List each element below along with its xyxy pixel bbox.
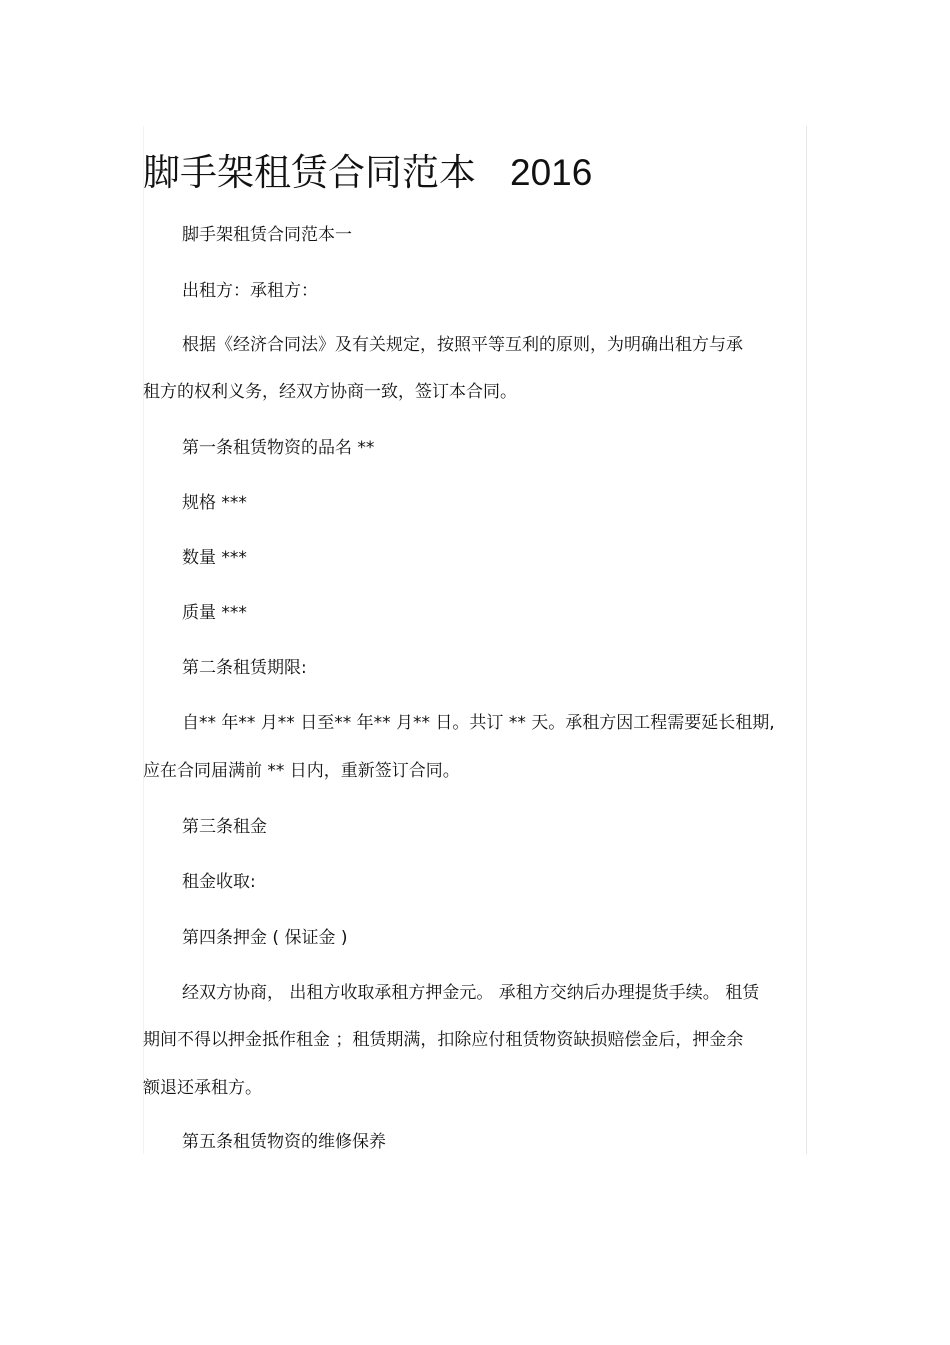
article-1-heading: 第一条租赁物资的品名 **: [182, 438, 375, 458]
preamble-line-1: 根据《经济合同法》及有关规定，按照平等互利的原则，为明确出租方与承: [182, 335, 743, 355]
article-5-heading: 第五条租赁物资的维修保养: [182, 1132, 386, 1152]
rent-collection-line: 租金收取:: [182, 872, 256, 892]
deposit-line-2: 期间不得以押金抵作租金 ；租赁期满，扣除应付租赁物资缺损赔偿金后，押金余: [143, 1030, 744, 1050]
article-2-heading: 第二条租赁期限:: [182, 658, 307, 678]
parties-paragraph: 出租方：承租方：: [182, 281, 318, 301]
title-year: 2016: [510, 152, 593, 193]
subtitle-paragraph: 脚手架租赁合同范本一: [182, 225, 352, 245]
quality-line: 质量 ***: [182, 603, 247, 623]
spec-line: 规格 ***: [182, 493, 247, 513]
article-4-heading: 第四条押金 ( 保证金 ): [182, 928, 348, 948]
preamble-line-2: 租方的权利义务，经双方协商一致，签订本合同。: [143, 382, 517, 402]
quantity-line: 数量 ***: [182, 548, 247, 568]
deposit-line-3: 额退还承租方。: [143, 1078, 262, 1098]
article-3-heading: 第三条租金: [182, 817, 267, 837]
document-title: [143, 148, 592, 198]
title-text: 脚手架租赁合同范本: [143, 151, 476, 194]
deposit-line-1: 经双方协商， 出租方收取承租方押金元。 承租方交纳后办理提货手续。 租赁: [182, 983, 760, 1003]
lease-term-line-2: 应在合同届满前 ** 日内，重新签订合同。: [143, 761, 460, 781]
lease-term-line-1: 自** 年** 月** 日至** 年** 月** 日。共订 ** 天。承租方因工程需要延长租期,: [182, 713, 775, 733]
